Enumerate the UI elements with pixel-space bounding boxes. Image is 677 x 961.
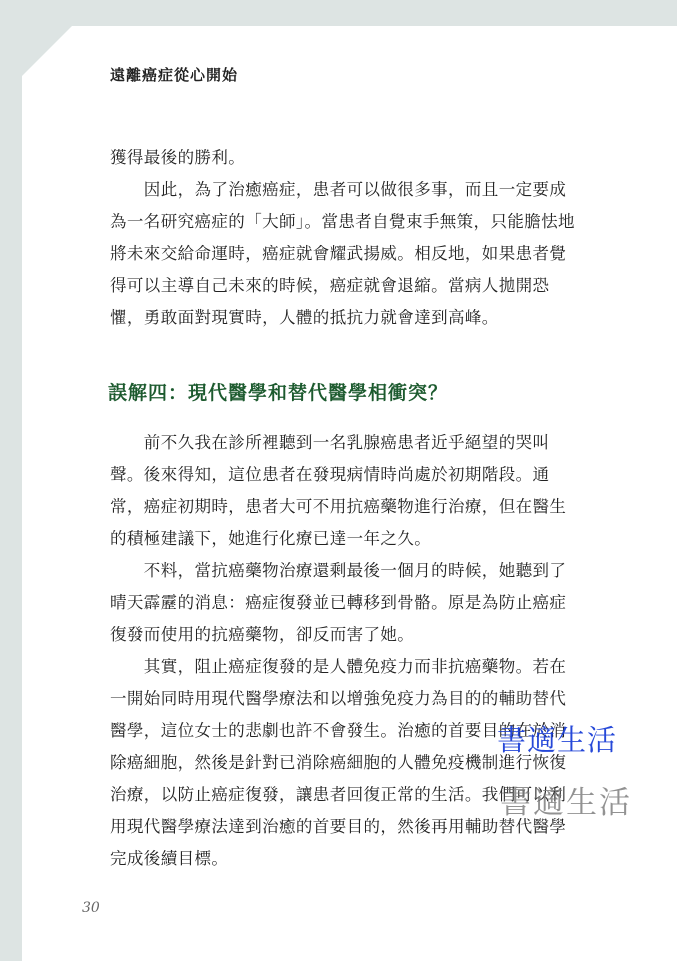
running-header: 遠離癌症從心開始 bbox=[110, 66, 239, 84]
paragraph-patient-cry: 前不久我在診所裡聽到一名乳腺癌患者近乎絕望的哭叫聲。後來得知，這位患者在發現病情時尚處於初期階段。通常，癌症初期時，患者大可不用抗癌藥物進行治療，但在醫生的積極建議下，她進行化療已達一年之久。 bbox=[110, 433, 567, 548]
page-number: 30 bbox=[82, 900, 100, 916]
paragraph-immunity: 其實，阻止癌症復發的是人體免疫力而非抗癌藥物。若在一開始同時用現代醫學療法和以增強免疫力為目的的輔助替代醫學，這位女士的悲劇也許不會發生。治癒的首要目的在於消除癌細胞，然後是針對已消除癌細胞的人體免疫機制進行恢復治療，以防止癌症復發，讓患者回復正常的生活。我們可以利用現代醫學療法達到治癒的首要目的，然後再用輔助替代醫學完成後續目標。 bbox=[110, 657, 567, 868]
paragraph-continuation: 獲得最後的勝利。 bbox=[110, 148, 246, 167]
watermark-gray: 書適生活 bbox=[500, 785, 632, 821]
paragraph-relapse: 不料，當抗癌藥物治療還剩最後一個月的時候，她聽到了晴天霹靂的消息：癌症復發並已轉移到骨骼。原是為防止癌症復發而使用的抗癌藥物，卻反而害了她。 bbox=[110, 561, 567, 644]
section-heading: 誤解四：現代醫學和替代醫學相衝突？ bbox=[108, 382, 449, 404]
paragraph-master: 因此，為了治癒癌症，患者可以做很多事，而且一定要成為一名研究癌症的「大師」。當患者自覺束手無策，只能膽怯地將未來交給命運時，癌症就會耀武揚威。相反地，如果患者覺得可以主導自己未來的時候，癌症就會退縮。當病人拋開恐懼，勇敢面對現實時，人體的抵抗力就會達到高峰。 bbox=[110, 180, 575, 327]
watermark-blue: 書適生活 bbox=[497, 723, 618, 757]
